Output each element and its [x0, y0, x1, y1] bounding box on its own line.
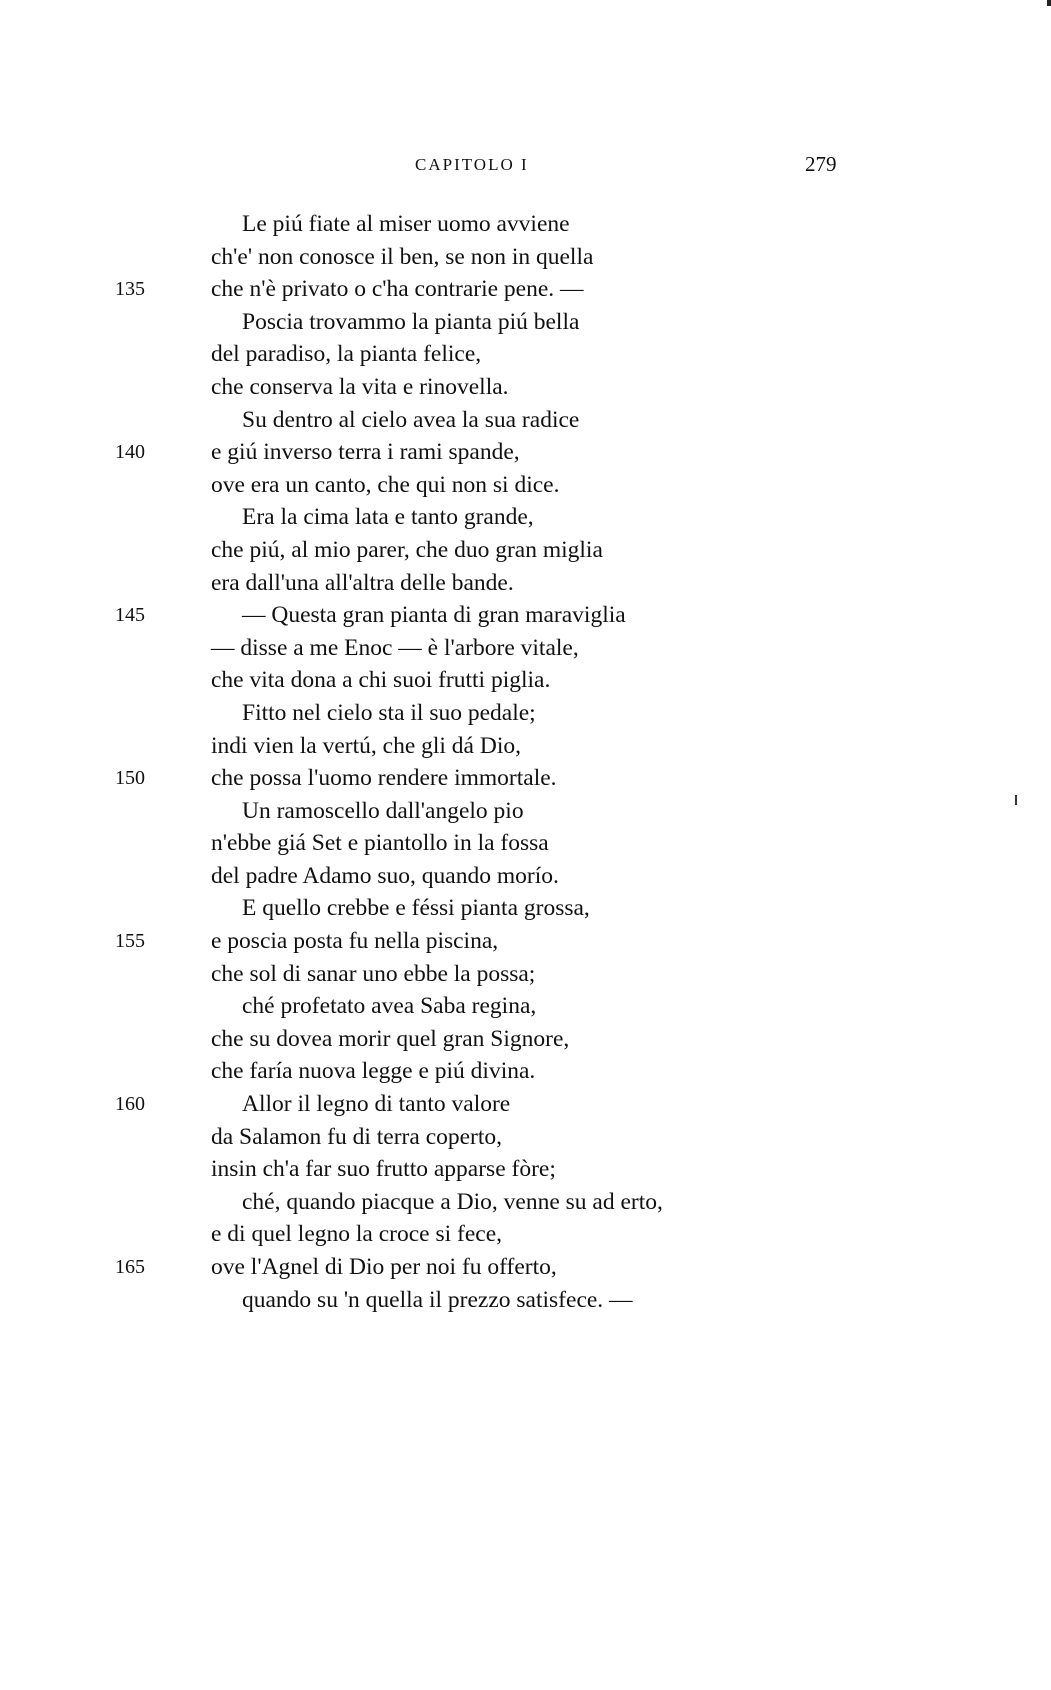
- verse-text: ché, quando piacque a Dio, venne su ad erto,: [242, 1188, 663, 1215]
- verse-line: [0, 273, 1051, 306]
- verse-line: [0, 730, 1051, 763]
- line-number: 150: [115, 767, 145, 790]
- verse-text: Era la cima lata e tanto grande,: [242, 504, 534, 531]
- verse-text: quando su 'n quella il prezzo satisfece. —: [242, 1286, 633, 1313]
- verse-text: E quello crebbe e féssi pianta grossa,: [242, 895, 590, 922]
- verse-text: — Questa gran pianta di gran maraviglia: [242, 602, 626, 629]
- verse-text: e di quel legno la croce si fece,: [211, 1221, 502, 1248]
- scan-edge-mark: [1047, 0, 1051, 6]
- page-number: 279: [805, 152, 837, 176]
- verse-text: ché profetato avea Saba regina,: [242, 993, 537, 1020]
- line-number: 160: [115, 1093, 145, 1116]
- verse-text: che n'è privato o c'ha contrarie pene. —: [211, 276, 584, 303]
- verse-line: [0, 501, 1051, 534]
- line-number: 155: [115, 930, 145, 953]
- line-number: 145: [115, 604, 145, 627]
- verse-line: [0, 892, 1051, 925]
- verse-text: indi vien la vertú, che gli dá Dio,: [211, 732, 521, 759]
- verse-text: Un ramoscello dall'angelo pio: [242, 797, 524, 824]
- verse-text: ch'e' non conosce il ben, se non in quella: [211, 243, 594, 270]
- verse-line: [0, 860, 1051, 893]
- verse-line: [0, 1251, 1051, 1284]
- verse-line: [0, 241, 1051, 274]
- verse-line: [0, 958, 1051, 991]
- verse-text: che faría nuova legge e piú divina.: [211, 1058, 536, 1085]
- verse-line: [0, 1023, 1051, 1056]
- verse-line: [0, 1088, 1051, 1121]
- verse-text: Su dentro al cielo avea la sua radice: [242, 406, 580, 433]
- verse-text: insin ch'a far suo frutto apparse fòre;: [211, 1156, 556, 1183]
- verse-text: che possa l'uomo rendere immortale.: [211, 765, 557, 792]
- verse-line: [0, 1153, 1051, 1186]
- verse-text: era dall'una all'altra delle bande.: [211, 569, 514, 596]
- verse-text: Poscia trovammo la pianta piú bella: [242, 308, 580, 335]
- verse-line: [0, 208, 1051, 241]
- verse-text: e poscia posta fu nella piscina,: [211, 928, 499, 955]
- verse-line: [0, 1186, 1051, 1219]
- verse-text: — disse a me Enoc — è l'arbore vitale,: [211, 634, 579, 661]
- verse-line: [0, 795, 1051, 828]
- verse-line: [0, 469, 1051, 502]
- poem-body: [0, 208, 1051, 1316]
- verse-line: [0, 1121, 1051, 1154]
- verse-line: [0, 338, 1051, 371]
- verse-line: [0, 990, 1051, 1023]
- verse-text: che su dovea morir quel gran Signore,: [211, 1025, 570, 1052]
- verse-line: [0, 1218, 1051, 1251]
- verse-line: [0, 925, 1051, 958]
- verse-text: che sol di sanar uno ebbe la possa;: [211, 960, 536, 987]
- verse-text: Fitto nel cielo sta il suo pedale;: [242, 699, 536, 726]
- line-number: 140: [115, 441, 145, 464]
- verse-line: [0, 632, 1051, 665]
- verse-line: [0, 1284, 1051, 1317]
- verse-text: che vita dona a chi suoi frutti piglia.: [211, 667, 551, 694]
- verse-line: [0, 404, 1051, 437]
- verse-text: del padre Adamo suo, quando morío.: [211, 862, 559, 889]
- running-title: CAPITOLO I: [415, 155, 529, 174]
- page-header: [0, 150, 1051, 180]
- verse-line: [0, 567, 1051, 600]
- verse-line: [0, 534, 1051, 567]
- verse-line: [0, 762, 1051, 795]
- verse-text: che piú, al mio parer, che duo gran miglia: [211, 536, 603, 563]
- verse-text: Allor il legno di tanto valore: [242, 1091, 511, 1118]
- verse-text: e giú inverso terra i rami spande,: [211, 439, 520, 466]
- verse-line: [0, 1055, 1051, 1088]
- verse-text: n'ebbe giá Set e piantollo in la fossa: [211, 830, 549, 857]
- verse-text: ove era un canto, che qui non si dice.: [211, 471, 560, 498]
- line-number: 135: [115, 278, 145, 301]
- verse-line: [0, 436, 1051, 469]
- verse-text: da Salamon fu di terra coperto,: [211, 1123, 503, 1150]
- verse-line: [0, 599, 1051, 632]
- verse-line: [0, 697, 1051, 730]
- verse-text: Le piú fiate al miser uomo avviene: [242, 211, 570, 237]
- verse-text: che conserva la vita e rinovella.: [211, 373, 509, 400]
- verse-line: [0, 306, 1051, 339]
- verse-line: [0, 371, 1051, 404]
- verse-text: ove l'Agnel di Dio per noi fu offerto,: [211, 1254, 557, 1280]
- verse-line: [0, 664, 1051, 697]
- line-number: 165: [115, 1256, 145, 1278]
- verse-text: del paradiso, la pianta felice,: [211, 341, 482, 368]
- verse-line: [0, 827, 1051, 860]
